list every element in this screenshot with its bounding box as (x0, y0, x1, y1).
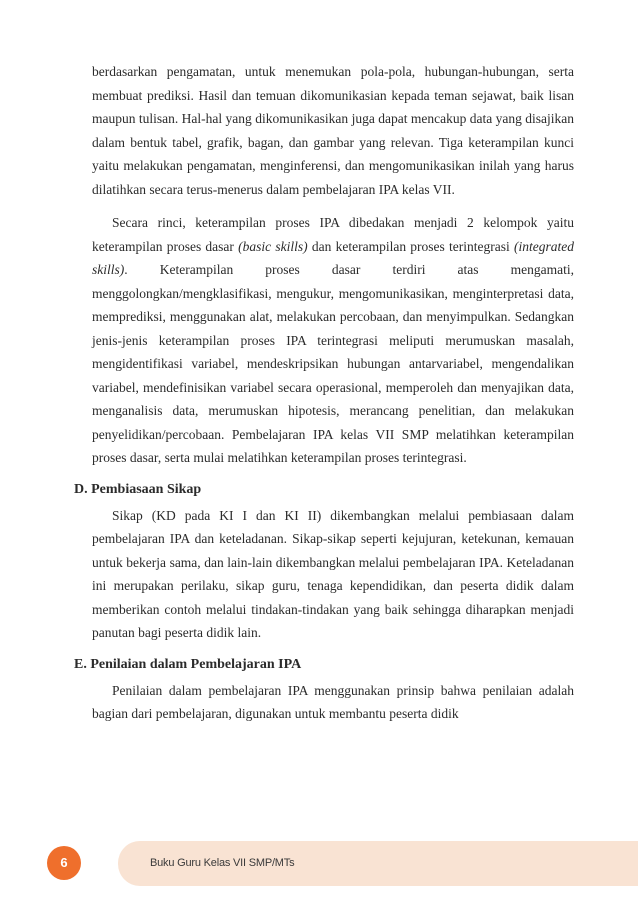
text-run: Secara rinci, keterampilan proses IPA dibedakan menjadi 2 kelompok yaitu keterampilan proses dasar (92, 215, 574, 254)
text-run: dan keterampilan proses terintegrasi (307, 238, 514, 254)
paragraph-process-skills (92, 211, 574, 470)
text-run: . Keterampilan proses dasar terdiri atas mengamati, menggolongkan/mengklasifikasi, mengukur, mengomunikasikan, menginterpretasi data, memprediksi, menggunakan alat, melakukan percobaan, dan menyimpulkan. Sedangkan jenis-jenis keterampilan proses IPA terintegrasi meliputi merumuskan masalah, mengidentifikasi variabel, mendeskripsikan hubungan antarvariabel, mengendalikan variabel, mendefinisikan variabel secara operasional, memperoleh dan menyajikan data, menganalisis data, merumuskan hipotesis, merancang penelitian, dan melakukan penyelidikan/percobaan. Pembelajaran IPA kelas VII SMP melatihkan keterampilan proses dasar, serta mulai melatihkan keterampilan proses terintegrasi. (92, 262, 574, 465)
paragraph-assessment: Penilaian dalam pembelajaran IPA menggunakan prinsip bahwa penilaian adalah bagian dari pembelajaran, digunakan untuk membantu peserta didik (92, 682, 574, 721)
page-content (74, 60, 574, 726)
page-number-badge: 6 (47, 846, 81, 880)
paragraph-attitude: Sikap (KD pada KI I dan KI II) dikembangkan melalui pembiasaan dalam pembelajaran IPA dan keteladanan. Sikap-sikap seperti kejujuran, ketekunan, kemauan untuk bekerja sama, dan lain-lain dikembangkan melalui pembelajaran IPA. Keteladanan ini merupakan perilaku, sikap guru, tenaga kependidikan, dan peserta didik dalam memberikan contoh melalui tindakan-tindakan yang baik sehingga diharapkan menjadi panutan bagi peserta didik lain. (92, 507, 574, 640)
italic-term-integrated-skills: (integrated skills) (92, 238, 574, 277)
italic-term-basic-skills: (basic skills) (238, 238, 308, 254)
section-heading-e: E. Penilaian dalam Pembelajaran IPA (74, 656, 302, 672)
paragraph-continued: berdasarkan pengamatan, untuk menemukan pola-pola, hubungan-hubungan, serta membuat prediksi. Hasil dan temuan dikomunikasian kepada teman sejawat, baik lisan maupun tulisan. Hal-hal yang dikomunikasikan juga dapat mencakup data yang disajikan dalam bentuk tabel, grafik, bagan, dan gambar yang relevan. Tiga keterampilan kunci yaitu melakukan pengamatan, menginferensi, dan mengomunikasikan inilah yang harus dilatihkan secara terus-menerus dalam pembelajaran IPA kelas VII. (92, 64, 574, 197)
section-heading-d: D. Pembiasaan Sikap (74, 481, 202, 497)
footer-book-title: Buku Guru Kelas VII SMP/MTs (150, 857, 295, 869)
